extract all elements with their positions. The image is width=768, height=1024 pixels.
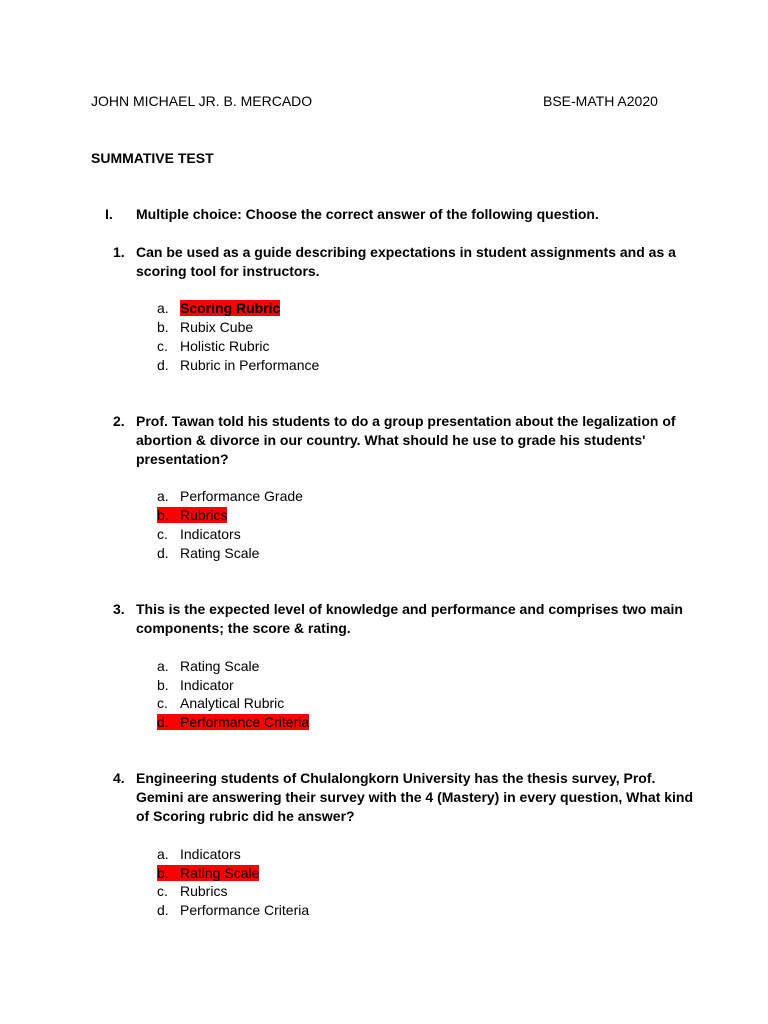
option-text: Rating Scale [180,545,260,561]
option-text: Rubix Cube [180,319,254,335]
option-c [157,882,227,901]
question-text: Can be used as a guide describing expectations in student assignments and as a scoring tool for instructors. [136,244,676,279]
option-letter: b. [157,677,169,693]
option-text: Rubrics [180,883,228,899]
option-highlighted [157,714,309,730]
option-letter: a. [157,488,169,504]
option-a [157,845,241,864]
option-letter: d. [157,902,169,918]
question-text: Engineering students of Chulalongkorn University has the thesis survey, Prof. Gemini are answering their survey with the 4 (Mastery) in every question, What kind of Scoring rubric did he answer? [136,770,694,824]
option-text: Rating Scale [180,865,260,881]
option-c [157,337,269,356]
question-text: Prof. Tawan told his students to do a group presentation about the legalization of abortion & divorce in our country. What should he use to grade his students' presentation? [136,413,676,467]
option-text: Performance Criteria [180,714,310,730]
option-a [157,487,303,506]
option-text-highlighted: Scoring Rubric [180,300,281,316]
question-text: This is the expected level of knowledge and performance and comprises two main components; the score & rating. [136,601,683,636]
option-text: Indicators [180,526,241,542]
option-text: Rubric in Performance [180,357,320,373]
option-letter: c. [157,338,168,354]
part-instruction: Multiple choice: Choose the correct answer of the following question. [136,206,599,222]
option-letter: b. [157,507,169,523]
option-letter: c. [157,695,168,711]
option-a [157,657,259,676]
option-a [157,299,280,318]
question-number: 2. [113,413,125,429]
option-c [157,694,284,713]
option-letter: d. [157,357,169,373]
option-d [157,544,259,563]
option-text: Indicators [180,846,241,862]
option-letter: d. [157,714,169,730]
option-b [157,318,253,337]
option-d [157,901,309,920]
question-number: 1. [113,244,125,260]
option-letter: c. [157,526,168,542]
option-d [157,713,309,732]
option-text: Holistic Rubric [180,338,270,354]
question-number: 4. [113,770,125,786]
question-number: 3. [113,601,125,617]
option-text: Indicator [180,677,234,693]
option-text: Rubrics [180,507,228,523]
option-b [157,676,234,695]
option-letter: b. [157,865,169,881]
option-letter: a. [157,658,169,674]
test-title: SUMMATIVE TEST [91,150,214,166]
option-d [157,356,319,375]
option-text: Rating Scale [180,658,260,674]
option-text: Analytical Rubric [180,695,285,711]
option-text: Performance Grade [180,488,303,504]
option-letter: c. [157,883,168,899]
part-numeral: I. [105,206,113,222]
option-b [157,506,227,525]
section-code: BSE-MATH A2020 [543,93,658,109]
option-highlighted [157,865,259,881]
option-letter: a. [157,300,169,316]
option-letter: d. [157,545,169,561]
student-name: JOHN MICHAEL JR. B. MERCADO [91,93,313,109]
option-text: Performance Criteria [180,902,310,918]
option-letter: a. [157,846,169,862]
option-c [157,525,241,544]
option-highlighted [157,507,227,523]
option-letter: b. [157,319,169,335]
option-b [157,864,259,883]
